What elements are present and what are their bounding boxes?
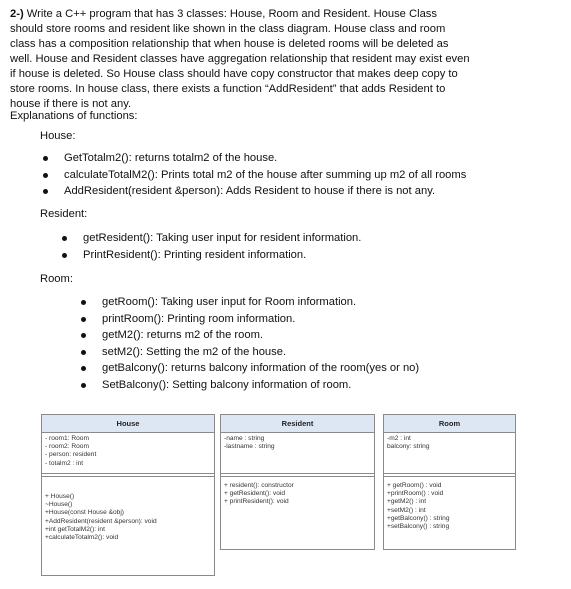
uml-attribute: -m2 : int [387,435,411,442]
uml-class-room [383,414,516,550]
uml-class-name: House [42,415,214,433]
list-item: GetTotalm2(): returns totalm2 of the house. [40,150,466,167]
uml-attribute: balcony: string [387,443,430,451]
uml-attributes [384,433,515,473]
uml-methods [384,477,515,533]
list-item: SetBalcony(): Setting balcony information of room. [78,377,419,394]
list-item: AddResident(resident &person): Adds Resident to house if there is not any. [40,183,466,200]
list-item: getBalcony(): returns balcony information of the room(yes or no) [78,360,419,377]
room-function-list [78,294,419,393]
uml-attribute: - totalm2 : int [45,459,84,467]
list-item: setM2(): Setting the m2 of the house. [78,344,419,361]
uml-attribute: - person: resident [45,451,97,459]
problem-number: 2-) [10,8,24,20]
uml-attribute: - room1: Room [45,435,89,442]
problem-statement [10,7,565,112]
intro-line: Write a C++ program that has 3 classes: House, Room and Resident. House Class [23,8,437,20]
uml-method: +calculateTotalm2(): void [45,534,119,542]
uml-method: +AddResident(resident &person): void [45,517,157,525]
uml-attribute: -lastname : string [224,443,275,451]
uml-method: +int getTotalM2(): int [45,525,105,533]
uml-method: +getBalcony() : string [387,514,450,522]
list-item: printRoom(): Printing room information. [78,311,419,328]
uml-methods [221,477,374,509]
list-item: getM2(): returns m2 of the room. [78,327,419,344]
room-section-title: Room: [40,273,73,285]
resident-section-title: Resident: [40,208,88,220]
list-item: PrintResident(): Printing resident information. [59,247,361,264]
intro-line: class has a composition relationship that when house is deleted rooms will be deleted as [10,38,449,50]
intro-line: house if there is not any. [10,98,132,110]
uml-attribute: - room2: Room [45,443,89,451]
uml-method: +getM2() : int [387,498,427,506]
intro-line: store rooms. In house class, there exists a function “AddResident” that adds Resident to [10,83,446,95]
uml-method: ~House() [45,501,73,509]
uml-attribute: -name : string [224,435,265,442]
list-item: getResident(): Taking user input for resident information. [59,230,361,247]
uml-method: + getResident(): void [224,490,286,498]
uml-attributes [42,433,214,473]
uml-class-house [41,414,215,576]
house-section-title: House: [40,130,76,142]
uml-method: +setM2() : int [387,506,426,514]
explanations-heading: Explanations of functions: [10,110,138,122]
uml-method: +House(const House &obj) [45,509,124,517]
uml-methods [42,477,214,544]
list-item: calculateTotalM2(): Prints total m2 of the house after summing up m2 of all rooms [40,167,466,184]
uml-method: + getRoom() : void [387,482,442,489]
uml-method: + House() [45,493,75,500]
uml-class-name: Resident [221,415,374,433]
uml-method: +setBalcony() : string [387,523,450,531]
uml-attributes [221,433,374,473]
uml-method: + resident(): constructor [224,482,294,489]
intro-line: well. House and Resident classes have aggregation relationship that resident may exist even [10,53,470,65]
intro-line: should store rooms and resident like shown in the class diagram. House class and room [10,23,446,35]
uml-class-name: Room [384,415,515,433]
list-item: getRoom(): Taking user input for Room information. [78,294,419,311]
resident-function-list [59,230,361,263]
intro-line: if house is deleted. So House class should have copy constructor that makes deep copy to [10,68,458,80]
house-function-list [40,150,466,200]
uml-class-resident [220,414,375,550]
uml-method: + printResident(): void [224,498,289,506]
uml-method: +printRoom() : void [387,490,444,498]
